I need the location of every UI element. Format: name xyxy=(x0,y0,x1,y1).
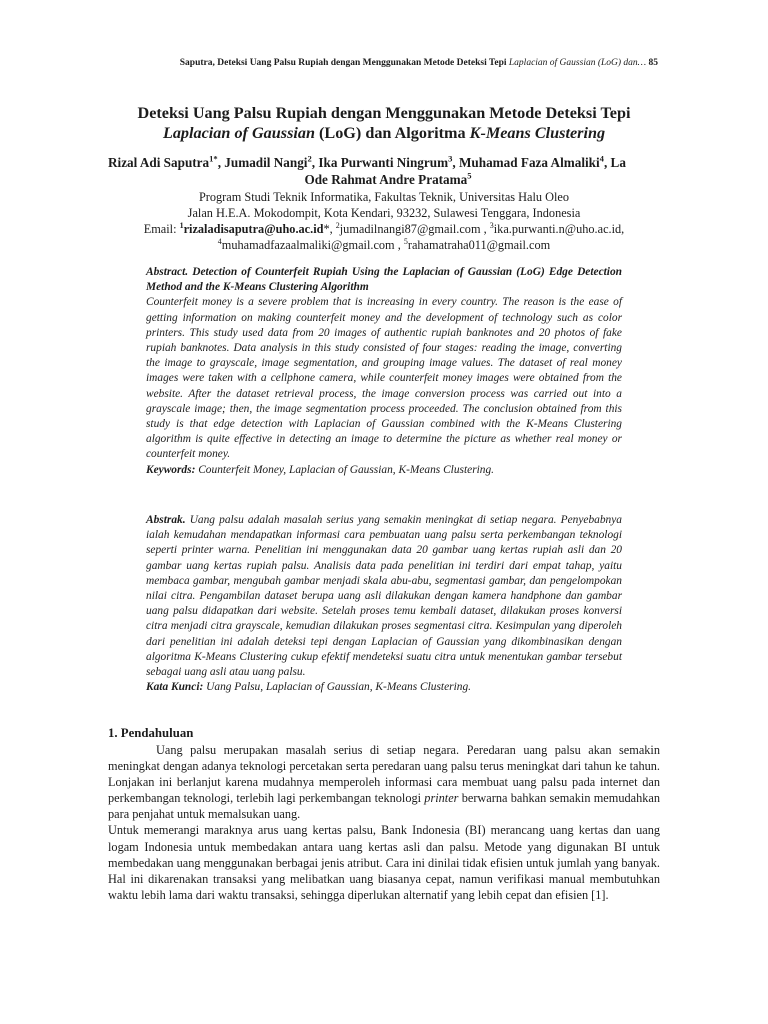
section-heading: 1. Pendahuluan xyxy=(108,726,194,740)
keywords-english-label: Keywords: xyxy=(146,463,196,476)
paragraph-2: Untuk memerangi maraknya arus uang kertas palsu, Bank Indonesia (BI) merancang uang kertas dan uang logam Indonesia untuk membedakan antara uang kertas asli dan palsu. Metode yang digunakan BI untuk membedakan uang menggunakan berbagai jenis atribut. Cara ini dinilai tidak efisien untuk jumlah yang banyak. Hal ini dikarenakan transaksi yang melibatkan uang biasanya cepat, namun verifikasi manual membutuhkan waktu lebih lama dari waktu transaksi, sehingga diperlukan alternatif yang lebih cepat dan efisien [1]. xyxy=(108,823,660,902)
author-4: , Muhamad Faza Almaliki xyxy=(452,155,600,170)
abstract-indonesian-body: Uang palsu adalah masalah serius yang semakin meningkat di setiap negara. Penyebabnya ialah kemudahan mendapatkan informasi cara pembuatan uang palsu serta perkembangan teknologi seperti printer warna. Penelitian ini menggunakan data 20 gambar uang kertas rupiah asli dan 20 gambar uang kertas rupiah palsu. Analisis data pada penelitian ini terdiri dari empat tahap, yaitu membaca gambar, mengubah gambar menjadi skala abu-abu, segmentasi gambar, dan pengelompokan nilai citra. Pengambilan dataset berupa uang asli dilakukan dengan kamera handphone dan gambar uang palsu didapatkan dari website. Setelah proses temu kembali dataset, dilakukan proses konversi citra menjadi citra grayscale, kemudian dilakukan proses segmentasi citra. Kesimpulan yang diperoleh dari penelitian ini adalah deteksi tepi dengan Laplacian of Gaussian yang dikombinasikan dengan algoritma K-Means Clustering cukup efektif mendeteksi suatu citra untuk menentukan gambar tersebut sebagai uang asli atau uang palsu. xyxy=(146,514,622,679)
abstract-english-body: Counterfeit money is a severe problem that is increasing in every country. The reason is the ease of getting information on making counterfeit money and the development of technology such as color printers. This study used data from 20 images of authentic rupiah banknotes and 20 photos of fake rupiah banknotes. Data analysis in this study consisted of four stages: reading the image, converting the image to grayscale, image segmentation, and grouping image values. The dataset of real money images were taken with a cellphone camera, while counterfeit money images were obtained from the website. After the dataset retrieval process, the image conversion process was carried out into a grayscale image; then, the image segmentation process proceeded. The conclusion obtained from this study is that edge detection with Laplacian of Gaussian combined with the K-Means Clustering algorithm is quite effective in detecting an image to determine the picture as whether real money or counterfeit money. xyxy=(146,296,622,461)
email-4: muhamadfazaalmaliki@gmail.com , xyxy=(221,238,404,252)
author-5-end: Ode Rahmat Andre Pratama xyxy=(304,172,468,187)
author-list xyxy=(108,154,668,188)
keywords-indonesian-label: Kata Kunci: xyxy=(146,681,204,694)
affiliation-block xyxy=(80,189,688,253)
affiliation-program: Program Studi Teknik Informatika, Fakultas Teknik, Universitas Halu Oleo xyxy=(198,190,570,204)
author-1-sup: 1* xyxy=(209,153,218,164)
paragraph-1-italic: printer xyxy=(424,791,459,806)
email-3-sup: 3 xyxy=(489,220,494,230)
abstract-english xyxy=(146,265,622,478)
title-line-1: Deteksi Uang Palsu Rupiah dengan Menggunakan Metode Deteksi Tepi xyxy=(137,104,631,122)
email-1-suffix: *, xyxy=(323,222,336,236)
abstract-indonesian-label: Abstrak. xyxy=(146,514,186,526)
author-5-start: , La xyxy=(603,155,626,170)
keywords-english-values: Counterfeit Money, Laplacian of Gaussian, K-Means Clustering. xyxy=(195,463,495,476)
title-italic-kmeans: K-Means Clustering xyxy=(469,124,606,142)
title-plain: (LoG) dan Algoritma xyxy=(314,124,470,142)
email-3: ika.purwanti.n@uho.ac.id, xyxy=(493,222,625,236)
email-1-sup: 1 xyxy=(179,220,184,230)
author-5-sup: 5 xyxy=(467,170,472,181)
section-body xyxy=(108,742,660,903)
title-italic-log: Laplacian of Gaussian xyxy=(162,124,315,142)
author-4-sup: 4 xyxy=(599,153,604,164)
email-5-sup: 5 xyxy=(403,236,408,246)
email-2-sup: 2 xyxy=(335,220,340,230)
author-3-sup: 3 xyxy=(448,153,453,164)
keywords-indonesian xyxy=(146,680,622,695)
paragraph-1-a: Uang palsu merupakan masalah serius di setiap negara. Peredaran uang palsu akan semakin meningkat dengan adanya teknologi percetakan serta peredaran uang palsu terus meningkat dari tahun ke tahun. Lonjakan ini berlanjut karena mudahnya memperoleh informasi cara membuat uang palsu pada internet dan perkembangan teknologi, terlebih lagi perkembangan teknologi xyxy=(108,743,660,806)
author-2: , Jumadil Nangi xyxy=(217,155,308,170)
paper-title xyxy=(80,103,688,143)
paragraph-1 xyxy=(108,742,660,822)
title-line-2 xyxy=(80,123,688,143)
email-2: jumadilnangi87@gmail.com , xyxy=(339,222,490,236)
running-header-authors: Saputra, Deteksi Uang Palsu Rupiah dengan Menggunakan Metode Deteksi Tepi xyxy=(179,58,507,68)
page-number: 85 xyxy=(648,58,658,68)
author-line-1 xyxy=(108,154,668,171)
email-4-sup: 4 xyxy=(217,236,222,246)
keywords-english xyxy=(146,463,622,478)
affiliation-address: Jalan H.E.A. Mokodompit, Kota Kendari, 93232, Sulawesi Tenggara, Indonesia xyxy=(187,206,581,220)
author-1: Rizal Adi Saputra xyxy=(108,155,210,170)
email-line-2 xyxy=(80,237,688,253)
email-label: Email: xyxy=(143,222,180,236)
email-line-1 xyxy=(80,221,688,237)
paragraph-1-b: berwarna bahkan semakin memudahkan para penjahat untuk memalsukan uang. xyxy=(108,791,660,822)
running-header xyxy=(60,58,658,68)
running-header-italic: Laplacian of Gaussian (LoG) dan… xyxy=(508,58,647,68)
email-1: rizaladisaputra@uho.ac.id xyxy=(183,222,324,236)
author-2-sup: 2 xyxy=(307,153,312,164)
author-3: , Ika Purwanti Ningrum xyxy=(311,155,449,170)
abstract-indonesian xyxy=(146,513,622,695)
email-5: rahamatraha011@gmail.com xyxy=(407,238,551,252)
keywords-indonesian-values: Uang Palsu, Laplacian of Gaussian, K-Means Clustering. xyxy=(203,681,471,694)
author-line-2 xyxy=(108,171,668,188)
abstract-english-title: Abstract. Detection of Counterfeit Rupiah Using the Laplacian of Gaussian (LoG) Edge Detection Method and the K-Means Clustering Algorithm xyxy=(146,266,622,294)
